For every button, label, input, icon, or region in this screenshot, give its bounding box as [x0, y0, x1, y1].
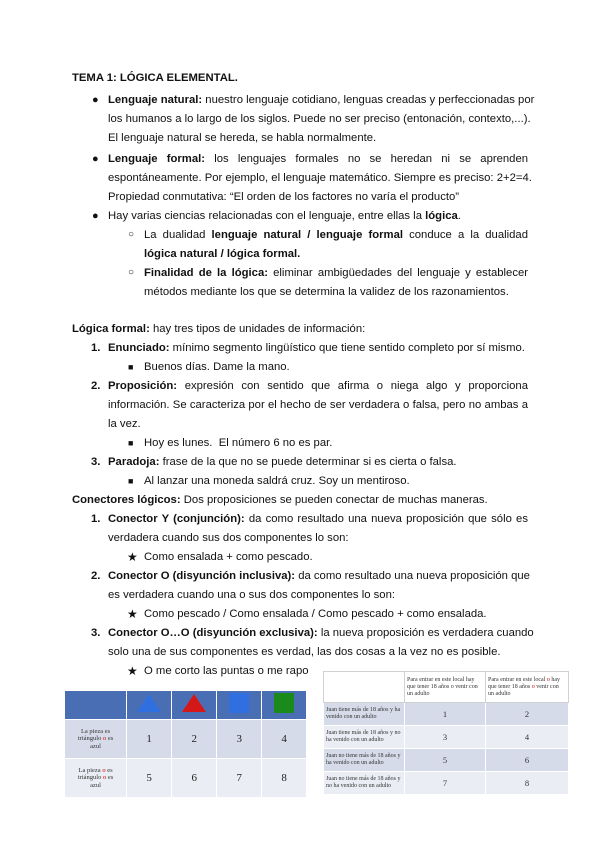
- table-cell: 8: [486, 772, 569, 795]
- inclusive-line-2: es verdadera cuando una o sus dos componentes lo son:: [108, 589, 396, 601]
- connectors-label: Conectores lógicos:: [72, 494, 181, 506]
- page-title: TEMA 1: LÓGICA ELEMENTAL.: [72, 72, 238, 84]
- blue-square-icon: [229, 693, 249, 713]
- connectors-heading: [72, 493, 488, 507]
- formal-language-line-1: [108, 152, 528, 166]
- star-icon: ★: [127, 607, 138, 621]
- natural-language-line-2: los humanos a lo largo de los siglos. Puede no ser preciso (entonación, contexto,...).: [108, 113, 531, 125]
- item-number: 3.: [91, 456, 101, 468]
- statement-label: Enunciado:: [108, 342, 170, 354]
- header-empty-cell: [65, 691, 127, 720]
- header-empty-cell: [324, 672, 405, 703]
- proposition-line-1: [108, 379, 528, 393]
- rules-table: [323, 671, 569, 795]
- paradox-label: Paradoja:: [108, 456, 160, 468]
- table-cell: 5: [127, 759, 172, 798]
- table-cell: 5: [405, 749, 486, 772]
- table-cell: 2: [486, 703, 569, 726]
- table-row: [324, 749, 569, 772]
- inclusive-label: Conector O (disyunción inclusiva):: [108, 570, 296, 582]
- row-label: La pieza o es triángulo o es azul: [65, 759, 127, 798]
- star-icon: ★: [127, 664, 138, 678]
- exclusive-text: la nueva proposición es verdadera cuando: [320, 627, 534, 639]
- sciences-line: [108, 209, 461, 223]
- row-label: Juan no tiene más de 18 años y ha venido con un adulto: [324, 749, 405, 772]
- table-cell: 7: [405, 772, 486, 795]
- proposition-example: Hoy es lunes. El número 6 no es par.: [144, 437, 333, 449]
- item-number: 1.: [91, 342, 101, 354]
- table-cell: 6: [172, 759, 217, 798]
- green-square-icon: [274, 693, 294, 713]
- formal-logic-text: hay tres tipos de unidades de información:: [152, 323, 366, 335]
- square-bullet: ■: [128, 362, 134, 372]
- square-bullet: ■: [128, 476, 134, 486]
- logic-purpose-label: Finalidad de la lógica:: [144, 267, 268, 279]
- inclusive-text: da como resultado una nueva proposición que: [298, 570, 530, 582]
- bullet-dot: ●: [92, 94, 99, 106]
- proposition-line-3: la vez.: [108, 418, 141, 430]
- table-row: [324, 726, 569, 749]
- header-blue-square-cell: [217, 691, 262, 720]
- natural-language-text: nuestro lenguaje cotidiano, lenguas creadas y perfeccionadas por: [205, 94, 535, 106]
- statement-text: mínimo segmento lingüístico que tiene sentido completo por sí mismo.: [172, 342, 525, 354]
- formal-language-label: Lenguaje formal:: [108, 153, 206, 165]
- item-number: 1.: [91, 513, 101, 525]
- table-cell: 7: [217, 759, 262, 798]
- natural-language-line-3: El lenguaje natural se hereda, se habla normalmente.: [108, 132, 377, 144]
- table-row: [65, 759, 307, 798]
- header-cell-1: Para entrar en este local hay que tener 18 años o venir con un adulto: [405, 672, 486, 703]
- table-row: [324, 703, 569, 726]
- table-row: [65, 720, 307, 759]
- proposition-label: Proposición:: [108, 380, 178, 392]
- row-label: La pieza es triángulo o es azul: [65, 720, 127, 759]
- proposition-line-2: información. Se caracteriza por el hecho de ser verdadera o falsa, pero no ambas a: [108, 399, 528, 411]
- sciences-end: .: [457, 210, 461, 222]
- table-cell: 3: [405, 726, 486, 749]
- red-triangle-icon: [181, 693, 207, 713]
- statement-example: Buenos días. Dame la mano.: [144, 361, 290, 373]
- table-cell: 4: [262, 720, 307, 759]
- shapes-header-row: [65, 691, 307, 720]
- table-row: [324, 772, 569, 795]
- sciences-text: Hay varias ciencias relacionadas con el lenguaje, entre ellas la: [108, 210, 422, 222]
- exclusive-line-2: solo una de sus componentes es verdad, las dos cosas a la vez no es posible.: [108, 646, 501, 658]
- star-icon: ★: [127, 550, 138, 564]
- exclusive-label: Conector O…O (disyunción exclusiva):: [108, 627, 318, 639]
- logic-purpose-line-2: métodos mediante los que se determina la validez de los razonamientos.: [144, 286, 509, 298]
- conjunction-example: Como ensalada + como pescado.: [144, 551, 313, 563]
- row-label: Juan no tiene más de 18 años y no ha venido con un adulto: [324, 772, 405, 795]
- paradox-line: [108, 455, 457, 469]
- logic-purpose-line-1: [144, 266, 528, 280]
- blue-triangle-icon: [136, 693, 162, 713]
- formal-logic-label: Lógica formal:: [72, 323, 150, 335]
- sciences-bold: lógica: [425, 210, 458, 222]
- row-label: Juan tiene más de 18 años y no ha venido con un adulto: [324, 726, 405, 749]
- rules-header-row: [324, 672, 569, 703]
- table-cell: 2: [172, 720, 217, 759]
- table-cell: 8: [262, 759, 307, 798]
- bullet-dot: ●: [92, 210, 99, 222]
- shapes-table: [64, 690, 307, 798]
- exclusive-example: O me corto las puntas o me rapo: [144, 665, 309, 677]
- circle-bullet: ○: [128, 267, 135, 278]
- row-label: Juan tiene más de 18 años y ha venido con un adulto: [324, 703, 405, 726]
- exclusive-line-1: [108, 626, 534, 640]
- table-cell: 3: [217, 720, 262, 759]
- header-cell-2: Para entrar en este local o hay que tener 18 años o venir con un adulto: [486, 672, 569, 703]
- conjunction-line-1: [108, 512, 528, 526]
- circle-bullet: ○: [128, 229, 135, 240]
- item-number: 3.: [91, 627, 101, 639]
- formal-language-text: los lenguajes formales no se heredan ni se aprenden: [214, 153, 529, 165]
- table-cell: 4: [486, 726, 569, 749]
- duality-line-2: lógica natural / lógica formal.: [144, 248, 301, 260]
- duality-bold: lenguaje natural / lenguaje formal: [211, 229, 403, 241]
- natural-language-label: Lenguaje natural:: [108, 94, 203, 106]
- paradox-example: Al lanzar una moneda saldrá cruz. Soy un mentiroso.: [144, 475, 410, 487]
- duality-text-a: La dualidad: [144, 229, 206, 241]
- item-number: 2.: [91, 380, 101, 392]
- formal-logic-heading: [72, 322, 365, 336]
- natural-language-line-1: [108, 93, 535, 107]
- header-blue-triangle-cell: [127, 691, 172, 720]
- connectors-text: Dos proposiciones se pueden conectar de muchas maneras.: [183, 494, 488, 506]
- statement-line: [108, 341, 525, 355]
- logic-purpose-text: eliminar ambigüedades del lenguaje y establecer: [273, 267, 529, 279]
- conjunction-line-2: verdadera cuando sus dos componentes lo son:: [108, 532, 349, 544]
- conjunction-label: Conector Y (conjunción):: [108, 513, 245, 525]
- paradox-text: frase de la que no se puede determinar si es cierta o falsa.: [162, 456, 457, 468]
- table-cell: 1: [405, 703, 486, 726]
- inclusive-line-1: [108, 569, 528, 583]
- inclusive-example: Como pescado / Como ensalada / Como pescado + como ensalada.: [144, 608, 487, 620]
- proposition-text: expresión con sentido que afirma o niega algo y proporciona: [184, 380, 529, 392]
- table-cell: 1: [127, 720, 172, 759]
- header-red-triangle-cell: [172, 691, 217, 720]
- bullet-dot: ●: [92, 153, 99, 165]
- formal-language-line-2: espontáneamente. Por ejemplo, el lenguaje matemático. Siempre es preciso: 2+2=4.: [108, 172, 532, 184]
- duality-line-1: [144, 228, 528, 242]
- header-green-square-cell: [262, 691, 307, 720]
- duality-text-b: conduce a la dualidad: [409, 229, 528, 241]
- table-cell: 6: [486, 749, 569, 772]
- item-number: 2.: [91, 570, 101, 582]
- formal-language-line-3: Propiedad conmutativa: “El orden de los factores no varía el producto”: [108, 191, 460, 203]
- conjunction-text: da como resultado una nueva proposición que sólo es: [248, 513, 528, 525]
- square-bullet: ■: [128, 438, 134, 448]
